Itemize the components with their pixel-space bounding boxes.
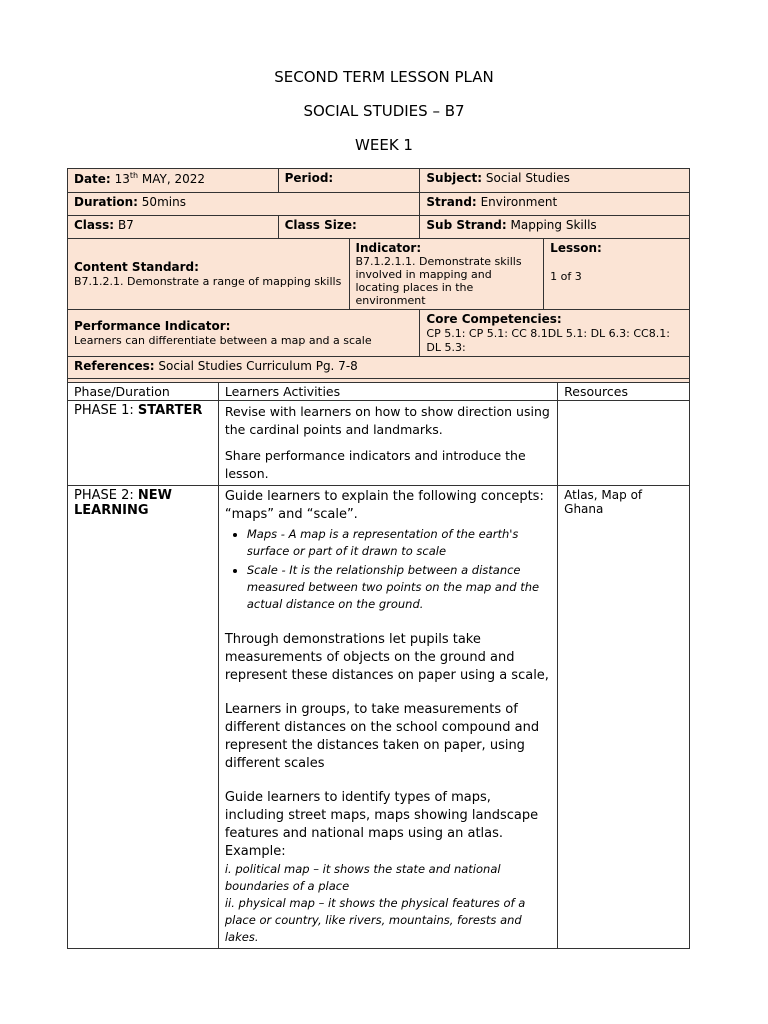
performance-value: Learners can differentiate between a map and a scale [74,334,372,347]
lesson-info-table [67,168,690,392]
indicator-label: Indicator: [355,241,422,255]
subject-label: Subject: [426,171,483,185]
references-label: References: [74,359,155,373]
date-cell [68,169,279,193]
class-size-cell [278,216,420,239]
indicator-cell [349,239,544,310]
date-label: Date: [74,172,111,186]
bullet-maps: • Maps - A map is a representation of the earth's surface or part of it drawn to scale [247,526,551,560]
header-resources: Resources [558,383,690,401]
phase-1-title: STARTER [137,403,203,418]
class-label: Class: [74,218,115,232]
references-value: Social Studies Curriculum Pg. 7-8 [158,359,358,373]
content-standard-value: B7.1.2.1. Demonstrate a range of mapping skills [74,275,342,288]
lesson-label: Lesson: [550,241,602,255]
core-competencies-cell [420,310,690,357]
sub-strand-cell [420,216,690,239]
phase-2-prefix: PHASE 2: [74,488,138,503]
phase-1-text-2: Share performance indicators and introduce the lesson. [224,448,526,481]
phase-1-activities [218,401,557,486]
subject-value: Social Studies [485,171,570,185]
header-activities: Learners Activities [218,383,557,401]
date-day: 13 [114,172,130,186]
strand-value: Environment [480,195,558,209]
references-cell [68,357,690,379]
period-cell [278,169,420,193]
duration-cell [68,193,420,216]
phase-2-para-3: Guide learners to identify types of maps, including street maps, maps showing landscape features and national maps using an atlas. [224,790,539,841]
performance-indicator-cell [68,310,420,357]
phase-1-resources [558,401,690,486]
header-phase: Phase/Duration [68,383,219,401]
phase-2-activities [218,486,557,949]
lesson-cell [544,239,690,310]
document-titles [0,66,768,168]
example-2: ii. physical map – it shows the physical features of a place or country, like rivers, mountains, forests and lakes. [224,896,526,944]
class-value: B7 [117,218,134,232]
title-line-3: WEEK 1 [355,136,413,154]
bullet-scale: • Scale - It is the relationship between a distance measured between two points on the map and the actual distance on the ground. [247,562,551,613]
class-size-label: Class Size: [284,218,357,232]
example-1: i. political map – it shows the state and national boundaries of a place [224,862,501,893]
phase-1-cell [68,401,219,486]
phase-2-para-1: Through demonstrations let pupils take measurements of objects on the ground and represent these distances on paper using a scale, [224,632,549,683]
indicator-value: B7.1.2.1.1. Demonstrate skills involved in mapping and locating places in the environment [355,255,522,307]
sub-strand-value: Mapping Skills [510,218,597,232]
duration-label: Duration: [74,195,138,209]
strand-cell [420,193,690,216]
concept-list [225,526,551,613]
phase-2-para-2: Learners in groups, to take measurements of different distances on the school compound and represent the distances taken on paper, using different scales [224,702,540,771]
date-sup: th [129,171,139,180]
title-line-2: SOCIAL STUDIES – B7 [303,102,465,120]
sub-strand-label: Sub Strand: [426,218,507,232]
subject-cell [420,169,690,193]
phase-2-resources: Atlas, Map of Ghana [558,486,690,949]
phase-2-title: NEW LEARNING [74,488,172,518]
phases-table [67,382,690,949]
phase-1-prefix: PHASE 1: [74,403,138,418]
title-line-1: SECOND TERM LESSON PLAN [274,68,494,86]
phase-2-intro: Guide learners to explain the following concepts: “maps” and “scale”. [224,489,544,522]
performance-label: Performance Indicator: [74,319,231,333]
class-cell [68,216,279,239]
phase-2-cell [68,486,219,949]
strand-label: Strand: [426,195,477,209]
duration-value: 50mins [141,195,186,209]
period-label: Period: [284,171,334,185]
content-standard-label: Content Standard: [74,260,199,274]
core-label: Core Competencies: [426,312,562,326]
lesson-value: 1 of 3 [550,270,582,283]
date-rest: MAY, 2022 [138,172,206,186]
example-label: Example: [224,844,286,859]
content-standard-cell [68,239,350,310]
core-value: CP 5.1: CP 5.1: CC 8.1DL 5.1: DL 6.3: CC8.1: DL 5.3: [426,327,670,354]
phase-1-text-1: Revise with learners on how to show direction using the cardinal points and landmarks. [224,404,550,437]
